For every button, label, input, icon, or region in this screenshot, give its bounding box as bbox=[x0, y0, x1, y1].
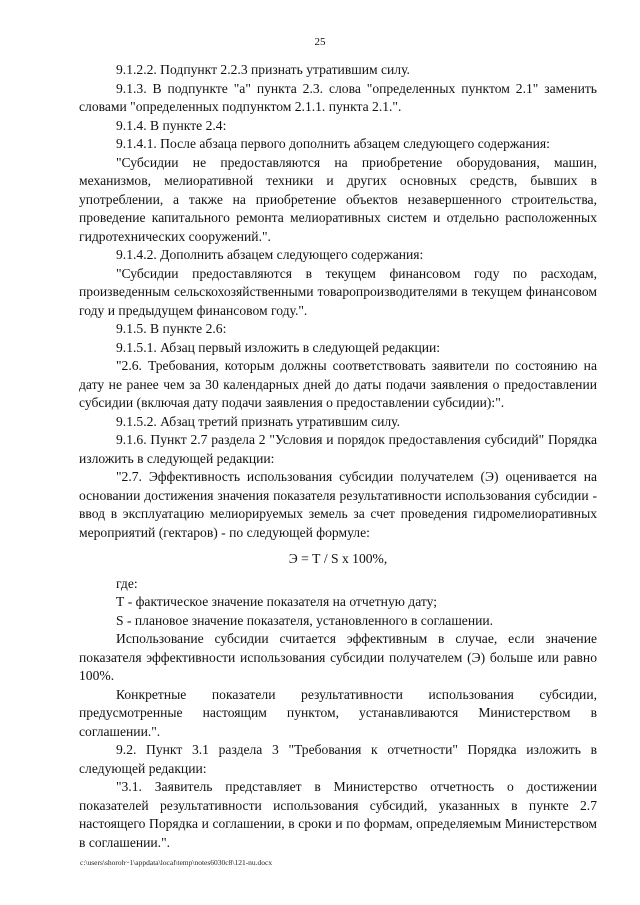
paragraph-quote-2-6-requirements: "2.6. Требования, которым должны соответствовать заявители по состоянию на дату не ранее чем за 30 календарных дней до даты подачи заявления о предоставлении субсидии (включая дату подачи заявления о предоставлении субсидии):". bbox=[79, 358, 597, 410]
paragraph-9-1-4-2: 9.1.4.2. Дополнить абзацем следующего содержания: bbox=[116, 247, 424, 262]
paragraph-s-definition: S - плановое значение показателя, установленного в соглашении. bbox=[116, 612, 494, 628]
paragraph-quote-3-1-reporting: "3.1. Заявитель представляет в Министерство отчетность о достижении показателей результативности использования субсидий, указанных в пункте 2.7 настоящего Порядка и соглашении, в сроки и по формам, определяемым Министерством в соглашении.". bbox=[79, 779, 597, 850]
paragraph-t-definition: Т - фактическое значение показателя на отчетную дату; bbox=[116, 594, 438, 609]
paragraph-9-2: 9.2. Пункт 3.1 раздела 3 "Требования к отчетности" Порядка изложить в следующей редакции: bbox=[79, 742, 597, 776]
document-body bbox=[79, 61, 597, 852]
paragraph-where: где: bbox=[116, 575, 138, 591]
paragraph-9-1-4-1: 9.1.4.1. После абзаца первого дополнить абзацем следующего содержания: bbox=[116, 136, 550, 151]
paragraph-specific-indicators: Конкретные показатели результативности использования субсидии, предусмотренные настоящим пунктом, устанавливаются Министерством в соглашении.". bbox=[79, 686, 597, 739]
paragraph-9-1-5-1: 9.1.5.1. Абзац первый изложить в следующей редакции: bbox=[116, 339, 441, 355]
paragraph-9-1-2-2: 9.1.2.2. Подпункт 2.2.3 признать утратившим силу. bbox=[116, 62, 410, 77]
paragraph-quote-subsidies-provided: "Субсидии предоставляются в текущем финансовом году по расходам, произведенным сельскохозяйственными товаропроизводителями в текущем финансовом году и предыдущем финансовом году.". bbox=[79, 265, 597, 318]
paragraph-9-1-3: 9.1.3. В подпункте "а" пункта 2.3. слова "определенных пунктом 2.1" заменить словами "определенных подпунктом 2.1.1. пункта 2.1.". bbox=[79, 80, 597, 114]
paragraph-quote-subsidies-not-provided: "Субсидии не предоставляются на приобретение оборудования, машин, механизмов, мелиоративной техники и других основных средств, бывших в употреблении, а также на приобретение объектов незавершенного строительства, проведение капитального ремонта мелиоративных систем и отдельно расположенных гидротехнических сооружений.". bbox=[79, 154, 597, 244]
paragraph-9-1-5: 9.1.5. В пункте 2.6: bbox=[116, 321, 227, 336]
paragraph-9-1-4: 9.1.4. В пункте 2.4: bbox=[116, 117, 227, 133]
efficiency-formula: Э = Т / S x 100%, bbox=[288, 551, 388, 566]
paragraph-9-1-5-2: 9.1.5.2. Абзац третий признать утратившим силу. bbox=[116, 413, 401, 429]
page-number: 25 bbox=[314, 36, 326, 48]
footer-file-path: c:\users\shoroh~1\appdata\local\temp\notes6030c8\121-nu.docx bbox=[80, 858, 273, 867]
paragraph-quote-2-7-efficiency: "2.7. Эффективность использования субсидии получателем (Э) оценивается на основании достижения значения показателя результативности использования субсидии - ввод в эксплуатацию мелиорируемых земель за счет проведения гидромелиоративных мероприятий (гектаров) - по следующей формуле: bbox=[79, 469, 597, 540]
paragraph-9-1-6: 9.1.6. Пункт 2.7 раздела 2 "Условия и порядок предоставления субсидий" Порядка изложить в следующей редакции: bbox=[79, 432, 597, 466]
paragraph-efficiency-condition: Использование субсидии считается эффективным в случае, если значение показателя эффективности использования субсидии получателем (Э) больше или равно 100%. bbox=[79, 631, 597, 683]
